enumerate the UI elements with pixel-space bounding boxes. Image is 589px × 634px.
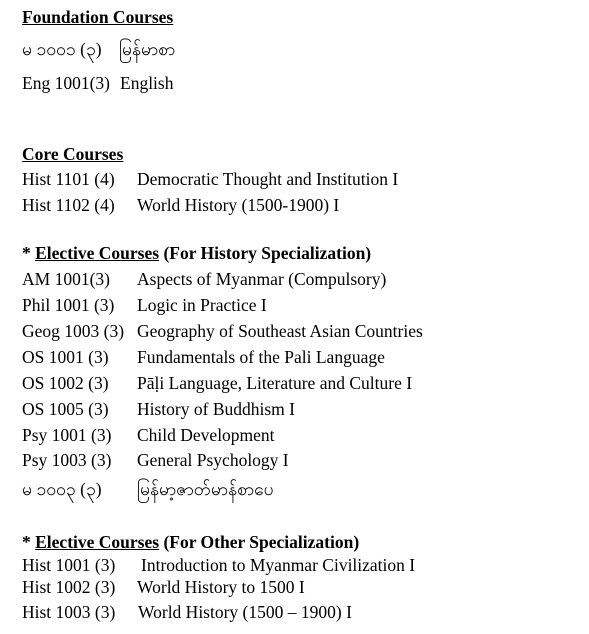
course-code: Geog 1003 (3) [22, 321, 125, 341]
course-title: World History (1500 – 1900) I [138, 602, 352, 622]
elective-other-course-3 [22, 602, 582, 622]
elective-history-course-4 [22, 347, 582, 367]
course-title: World History to 1500 I [137, 577, 305, 597]
course-code: Hist 1102 (4) [22, 195, 115, 215]
course-code: Hist 1001 (3) [22, 555, 116, 575]
elective-history-course-6 [22, 399, 582, 419]
elective-other-course-1 [22, 555, 582, 575]
course-title: Geography of Southeast Asian Countries [137, 321, 423, 341]
course-title: Pāḷi Language, Literature and Culture I [137, 373, 413, 393]
course-title: Aspects of Myanmar (Compulsory) [137, 269, 387, 289]
course-code: OS 1001 (3) [22, 347, 109, 367]
course-title: Child Development [137, 425, 275, 445]
foundation-course-1 [22, 39, 582, 59]
core-course-2 [22, 195, 582, 215]
foundation-heading-text: Foundation Courses [22, 7, 174, 27]
course-title: Democratic Thought and Institution I [137, 169, 399, 189]
elective-history-course-5 [22, 373, 582, 393]
course-code: မ ၁၀၀၁ (၃) [22, 39, 102, 59]
course-title: World History (1500-1900) I [137, 195, 340, 215]
course-title: Fundamentals of the Pali Language [137, 347, 385, 367]
course-code: Psy 1003 (3) [22, 450, 112, 470]
elective-history-course-3 [22, 321, 582, 341]
course-title: History of Buddhism I [137, 399, 295, 419]
course-code: OS 1002 (3) [22, 373, 109, 393]
foundation-course-2 [22, 73, 582, 93]
course-title: Logic in Practice I [137, 295, 267, 315]
elective-other-course-2 [22, 577, 582, 597]
core-heading-text: Core Courses [22, 144, 124, 164]
course-code: OS 1005 (3) [22, 399, 109, 419]
elective-other-heading [22, 532, 359, 552]
foundation-heading [22, 7, 173, 27]
course-title: Introduction to Myanmar Civilization I [141, 555, 416, 575]
course-title: General Psychology I [137, 450, 289, 470]
course-title: English [120, 73, 174, 93]
elective-heading-text: Elective Courses [35, 243, 160, 263]
elective-history-course-2 [22, 295, 582, 315]
course-code: Hist 1002 (3) [22, 577, 116, 597]
core-heading [22, 144, 123, 164]
course-code: မ ၁၀၀၃ (၃) [22, 479, 102, 499]
elective-heading-text: Elective Courses [35, 532, 160, 552]
course-title: မြန်မာစာ [119, 39, 176, 59]
course-code: Psy 1001 (3) [22, 425, 112, 445]
elective-history-course-9 [22, 479, 582, 499]
elective-qualifier: (For History Specialization) [159, 243, 372, 263]
elective-history-course-7 [22, 425, 582, 445]
course-code: Hist 1003 (3) [22, 602, 116, 622]
course-title: မြန်မာ့ဇာတ်မာန်စာပေ [137, 479, 274, 499]
elective-history-course-1 [22, 269, 582, 289]
course-code: AM 1001(3) [22, 269, 110, 289]
core-course-1 [22, 169, 582, 189]
elective-history-heading [22, 243, 371, 263]
elective-history-course-8 [22, 450, 582, 470]
elective-qualifier: (For Other Specialization) [159, 532, 360, 552]
course-code: Phil 1001 (3) [22, 295, 115, 315]
elective-star: * [22, 243, 36, 263]
elective-star: * [22, 532, 36, 552]
course-code: Hist 1101 (4) [22, 169, 115, 189]
course-code: Eng 1001(3) [22, 73, 110, 93]
